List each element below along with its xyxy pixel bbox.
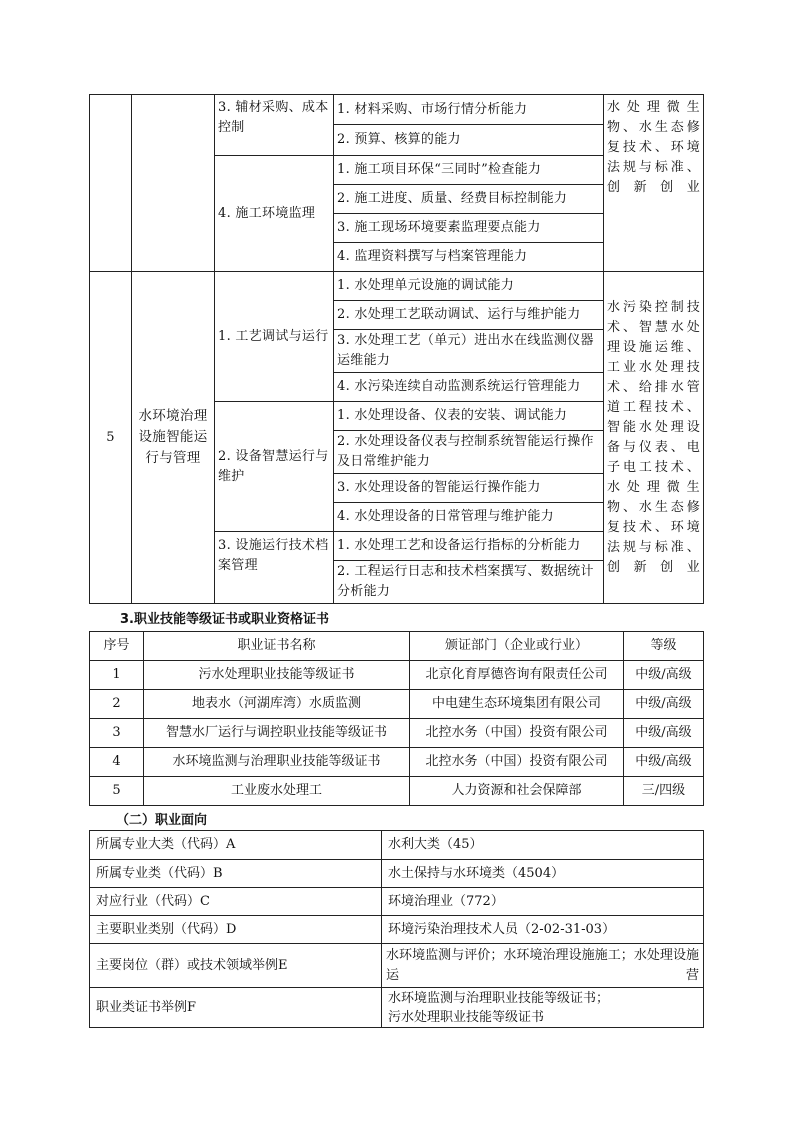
cert-no: 5 <box>90 777 144 806</box>
course-cell: 水污染控制技术、智慧水处理设施运维、工业水处理技术、给排水管道工程技术、智能水处理设备与仪表、电子电工技术、水处理微生物、水生态修复技术、环境法规与标准、创新创业 <box>604 272 704 604</box>
career-value: 水环境监测与评价；水环境治理设施施工；水处理设施运营 <box>382 944 704 988</box>
cert-issuer: 人力资源和社会保障部 <box>410 777 624 806</box>
career-value: 环境污染治理技术人员（2-02-31-03） <box>382 916 704 944</box>
ability-cell: 1. 水处理单元设施的调试能力 <box>334 272 604 301</box>
table-row <box>90 988 704 1028</box>
career-label: 职业类证书举例F <box>90 988 382 1028</box>
cert-header-row <box>90 632 704 661</box>
career-value: 水土保持与水环境类（4504） <box>382 860 704 888</box>
career-label: 所属专业类（代码）B <box>90 860 382 888</box>
cert-name: 智慧水厂运行与调控职业技能等级证书 <box>144 719 410 748</box>
ability-cell: 1. 施工项目环保“三同时”检查能力 <box>334 156 604 185</box>
course-cell: 水处理微生物、水生态修复技术、环境法规与标准、创新创业 <box>604 95 704 272</box>
ability-cell: 2. 工程运行日志和技术档案撰写、数据统计分析能力 <box>334 561 604 604</box>
career-value: 水利大类（45） <box>382 831 704 860</box>
table-row <box>90 719 704 748</box>
cert-issuer: 北控水务（中国）投资有限公司 <box>410 748 624 777</box>
task-name: 水环境治理设施智能运行与管理 <box>132 272 215 604</box>
table-row <box>90 860 704 888</box>
prev-task-cell <box>132 95 215 272</box>
cert-level: 中级/高级 <box>624 748 704 777</box>
ability-cell: 2. 水处理工艺联动调试、运行与维护能力 <box>334 301 604 330</box>
cert-name: 工业废水处理工 <box>144 777 410 806</box>
header-cell: 等级 <box>624 632 704 661</box>
career-value-line: 水环境监测与治理职业技能等级证书； <box>388 990 610 1006</box>
cert-table <box>89 631 704 806</box>
career-value: 环境治理业（772） <box>382 888 704 916</box>
cert-name: 水环境监测与治理职业技能等级证书 <box>144 748 410 777</box>
ability-cell: 3. 水处理设备的智能运行操作能力 <box>334 474 604 503</box>
header-cell: 职业证书名称 <box>144 632 410 661</box>
cert-level: 中级/高级 <box>624 719 704 748</box>
cert-level: 中级/高级 <box>624 690 704 719</box>
ability-cell: 2. 施工进度、质量、经费目标控制能力 <box>334 185 604 214</box>
career-label: 主要岗位（群）或技术领域举例E <box>90 944 382 988</box>
table-row <box>90 831 704 860</box>
ability-cell: 3. 施工现场环境要素监理要点能力 <box>334 214 604 243</box>
ability-cell: 4. 监理资料撰写与档案管理能力 <box>334 243 604 272</box>
table-row <box>90 916 704 944</box>
career-label: 对应行业（代码）C <box>90 888 382 916</box>
career-value <box>382 988 704 1028</box>
competency-cell: 3. 设施运行技术档案管理 <box>215 532 334 604</box>
cert-issuer: 北京化育厚德咨询有限责任公司 <box>410 661 624 690</box>
header-cell: 颁证部门（企业或行业） <box>410 632 624 661</box>
ability-cell: 2. 水处理设备仪表与控制系统智能运行操作及日常维护能力 <box>334 431 604 474</box>
ability-cell: 4. 水处理设备的日常管理与维护能力 <box>334 503 604 532</box>
table-row <box>90 777 704 806</box>
career-value-line: 污水处理职业技能等级证书 <box>388 1009 545 1025</box>
cert-name: 地表水（河湖库湾）水质监测 <box>144 690 410 719</box>
competency-cell: 2. 设备智慧运行与维护 <box>215 402 334 532</box>
ability-cell: 4. 水污染连续自动监测系统运行管理能力 <box>334 373 604 402</box>
cert-issuer: 北控水务（中国）投资有限公司 <box>410 719 624 748</box>
cert-level: 中级/高级 <box>624 661 704 690</box>
cert-no: 2 <box>90 690 144 719</box>
cert-name: 污水处理职业技能等级证书 <box>144 661 410 690</box>
career-table <box>89 830 704 1028</box>
ability-cell: 1. 水处理工艺和设备运行指标的分析能力 <box>334 532 604 561</box>
ability-cell: 2. 预算、核算的能力 <box>334 125 604 156</box>
competency-cell: 1. 工艺调试与运行 <box>215 272 334 402</box>
competency-cell: 3. 辅材采购、成本控制 <box>215 95 334 156</box>
table-row <box>90 690 704 719</box>
cert-no: 3 <box>90 719 144 748</box>
cert-level: 三/四级 <box>624 777 704 806</box>
ability-cell: 1. 材料采购、市场行情分析能力 <box>334 95 604 125</box>
cert-no: 4 <box>90 748 144 777</box>
ability-cell: 1. 水处理设备、仪表的安装、调试能力 <box>334 402 604 431</box>
cert-section-title: 3.职业技能等级证书或职业资格证书 <box>120 612 329 627</box>
career-label: 所属专业大类（代码）A <box>90 831 382 860</box>
cert-issuer: 中电建生态环境集团有限公司 <box>410 690 624 719</box>
cert-no: 1 <box>90 661 144 690</box>
career-label: 主要职业类别（代码）D <box>90 916 382 944</box>
table-row <box>90 748 704 777</box>
table-row <box>90 944 704 988</box>
competency-cell: 4. 施工环境监理 <box>215 156 334 272</box>
ability-cell: 3. 水处理工艺（单元）进出水在线监测仪器运维能力 <box>334 330 604 373</box>
prev-no-cell <box>90 95 132 272</box>
table-row <box>90 888 704 916</box>
table-row <box>90 661 704 690</box>
task-number: 5 <box>90 272 132 604</box>
competency-table <box>89 94 704 604</box>
header-cell: 序号 <box>90 632 144 661</box>
career-section-title: （二）职业面向 <box>116 813 208 828</box>
